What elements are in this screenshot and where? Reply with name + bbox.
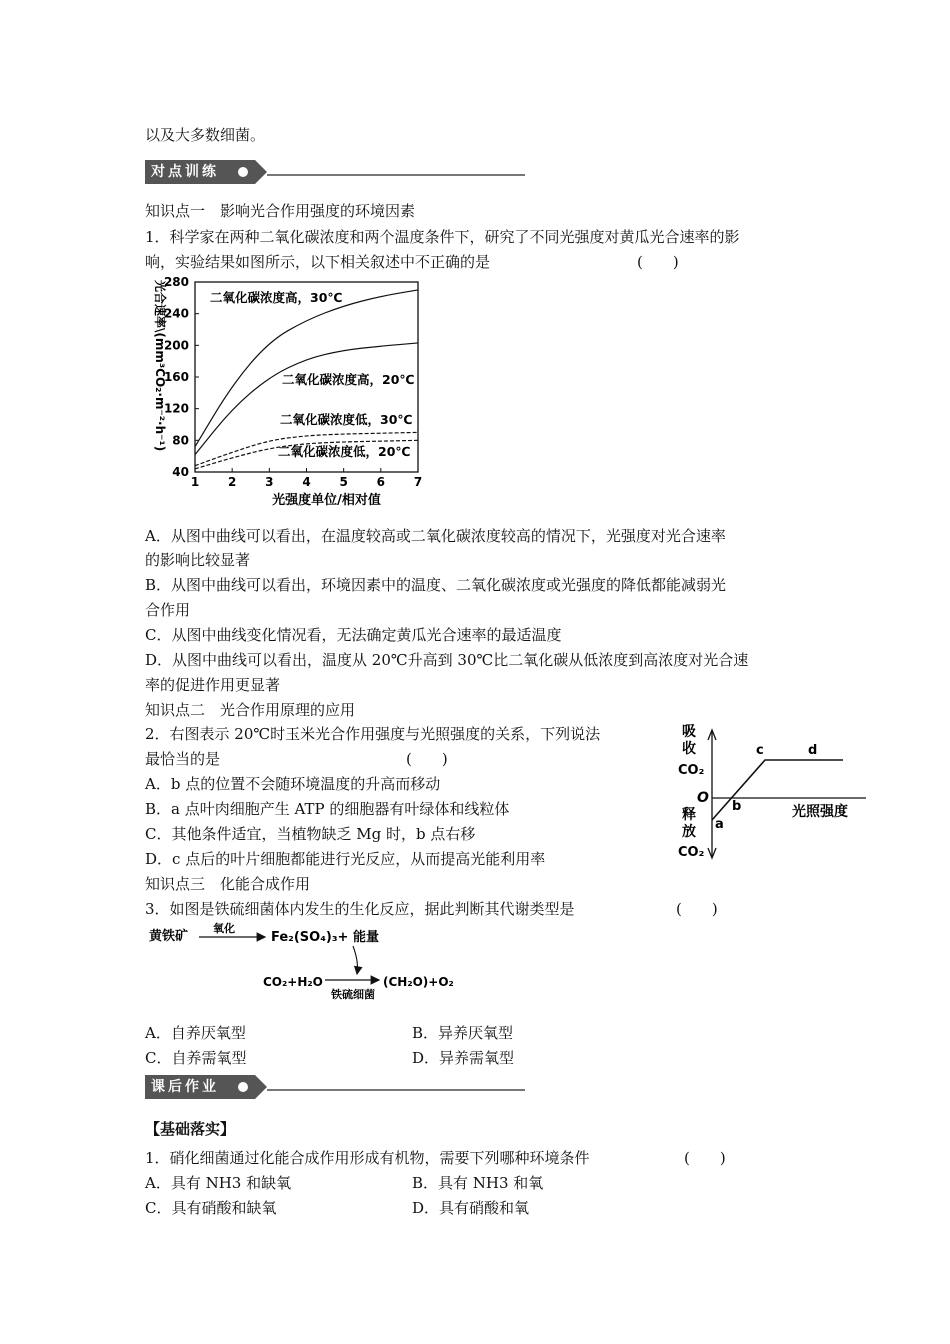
x-tick-label: 2 (227, 475, 237, 489)
q3-option-b: B．异养厌氧型 (412, 1024, 514, 1042)
y-tick-label: 80 (172, 433, 189, 448)
q1-option-b-line1: B．从图中曲线可以看出，环境因素中的温度、二氧化碳浓度或光强度的降低都能减弱光 (145, 576, 727, 594)
q3-option-c: C．自养需氧型 (145, 1049, 247, 1067)
q1-answer-bracket: ( ) (637, 253, 679, 271)
series-label-3: 二氧化碳浓度低，30℃ (280, 412, 413, 427)
q3-product: Fe₂(SO₄)₃+ 能量 (271, 930, 379, 945)
q3-reaction-figure (145, 918, 475, 1003)
section-label: 对点训练 (145, 160, 255, 184)
q2-option-a: A．b 点的位置不会随环境温度的升高而移动 (145, 775, 441, 793)
section-rule (267, 174, 525, 176)
q2-release-3: CO₂ (678, 845, 705, 860)
q1-stem-line1: 1．科学家在两种二氧化碳浓度和两个温度条件下，研究了不同光强度对黄瓜光合速率的影 (145, 228, 740, 246)
section-rule (267, 1089, 525, 1091)
q3-pyrite: 黄铁矿 (149, 929, 189, 944)
q2-point-a: a (715, 817, 724, 832)
q1-option-a-line1: A．从图中曲线可以看出，在温度较高或二氧化碳浓度较高的情况下，光强度对光合速率 (145, 527, 726, 545)
x-tick-label: 1 (190, 475, 200, 489)
bullet-dot-icon (238, 167, 248, 177)
x-tick-label: 7 (413, 475, 423, 489)
q2-light-intensity-figure (670, 718, 870, 863)
q1-option-b-line2: 合作用 (145, 601, 191, 619)
q1-option-d-line1: D．从图中曲线可以看出，温度从 20℃升高到 30℃比二氧化碳从低浓度到高浓度对光合速 (145, 651, 749, 669)
q3-reactants: CO₂+H₂O (263, 975, 323, 989)
y-tick-label: 240 (163, 306, 189, 321)
series-line-2 (195, 343, 418, 455)
bullet-dot-icon (238, 1082, 248, 1092)
x-tick-label: 4 (302, 475, 311, 489)
q2-release-2: 放 (682, 824, 696, 840)
knowledge-point-2: 知识点二 光合作用原理的应用 (145, 701, 356, 719)
q2-absorb-1: 吸 (682, 724, 696, 740)
q1-option-c: C．从图中曲线变化情况看，无法确定黄瓜光合速率的最适温度 (145, 626, 562, 644)
y-tick-label: 160 (163, 370, 189, 384)
hq1-option-d: D．具有硝酸和氧 (412, 1199, 530, 1217)
q3-option-d: D．异养需氧型 (412, 1049, 515, 1067)
hq1-option-a: A．具有 NH3 和缺氧 (145, 1174, 292, 1192)
chart-y-axis-label: 光合速率\(mm³CO₂·m⁻²·h⁻¹) (153, 280, 167, 452)
hq1-answer-bracket: ( ) (684, 1149, 726, 1167)
q3-answer-bracket: ( ) (676, 900, 718, 918)
q3-oxidation-label: 氧化 (213, 922, 235, 935)
q2-stem-line1: 2．右图表示 20℃时玉米光合作用强度与光照强度的关系，下列说法 (145, 725, 601, 743)
q2-option-b: B．a 点叶肉细胞产生 ATP 的细胞器有叶绿体和线粒体 (145, 800, 510, 818)
q1-stem-line2: 响，实验结果如图所示，以下相关叙述中不正确的是 (145, 253, 491, 271)
q3-energy-arrow-icon (353, 946, 358, 974)
section-banner-practice (145, 160, 525, 184)
x-tick-label: 6 (376, 475, 386, 489)
knowledge-point-3: 知识点三 化能合成作用 (145, 875, 311, 893)
q1-option-d-line2: 率的促进作用更显著 (145, 676, 281, 694)
q2-release-1: 释 (682, 807, 696, 823)
series-label-1: 二氧化碳浓度高，30℃ (210, 290, 343, 305)
intro-tail-text: 以及大多数细菌。 (145, 126, 266, 144)
x-tick-label: 5 (339, 475, 348, 489)
q2-point-b: b (732, 799, 742, 814)
y-tick-label: 120 (163, 401, 189, 416)
q3-stem: 3．如图是铁硫细菌体内发生的生化反应，据此判断其代谢类型是 (145, 900, 575, 918)
q2-absorb-2: 收 (682, 741, 696, 757)
q3-option-a: A．自养厌氧型 (145, 1024, 246, 1042)
q2-origin-label: O (697, 790, 709, 806)
basic-heading: 【基础落实】 (145, 1120, 236, 1138)
q2-option-d: D．c 点后的叶片细胞都能进行光反应，从而提高光能利用率 (145, 850, 546, 868)
hq1-option-b: B．具有 NH3 和氧 (412, 1174, 544, 1192)
q3-result: (CH₂O)+O₂ (383, 975, 454, 989)
y-tick-label: 200 (163, 338, 189, 353)
chart-x-axis-label: 光强度单位/相对值 (272, 493, 381, 508)
series-label-4: 二氧化碳浓度低，20℃ (278, 444, 411, 459)
q2-x-axis-label: 光照强度 (792, 804, 848, 820)
y-tick-label: 40 (172, 465, 189, 479)
section-label: 课后作业 (145, 1075, 255, 1099)
q1-photosynthesis-chart (140, 272, 440, 512)
q2-stem-line2: 最恰当的是 (145, 750, 221, 768)
q2-point-c: c (756, 743, 764, 758)
x-tick-label: 3 (265, 475, 274, 489)
section-banner-homework (145, 1075, 525, 1099)
q2-option-c: C．其他条件适宜，当植物缺乏 Mg 时，b 点右移 (145, 825, 476, 843)
q2-point-d: d (808, 743, 818, 758)
hq1-option-c: C．具有硝酸和缺氧 (145, 1199, 277, 1217)
knowledge-point-1: 知识点一 影响光合作用强度的环境因素 (145, 202, 416, 220)
q3-bacteria-label: 铁硫细菌 (331, 988, 375, 1001)
y-tick-label: 280 (163, 275, 189, 289)
q1-option-a-line2: 的影响比较显著 (145, 551, 251, 569)
hq1-stem: 1．硝化细菌通过化能合成作用形成有机物，需要下列哪种环境条件 (145, 1149, 590, 1167)
series-label-2: 二氧化碳浓度高，20℃ (282, 372, 415, 387)
q2-answer-bracket: ( ) (406, 750, 448, 768)
q2-absorb-3: CO₂ (678, 763, 705, 778)
